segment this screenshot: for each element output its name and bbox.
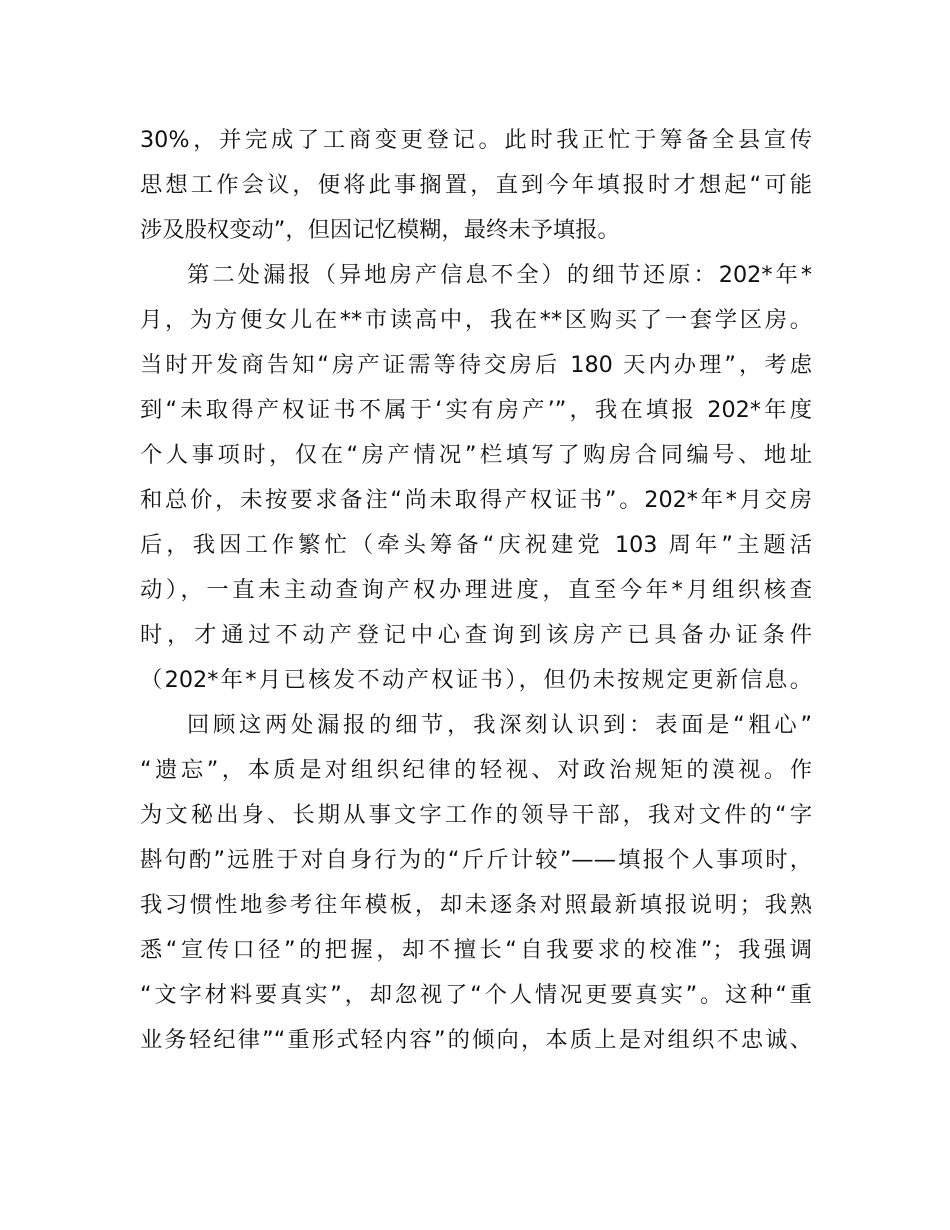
text-line: 回顾这两处漏报的细节，我深刻认识到：表面是“粗心” bbox=[187, 712, 812, 738]
text-line: 和总价，未按要求备注“尚未取得产权证书”。202*年*月交房 bbox=[140, 487, 812, 513]
text-line: 当时开发商告知“房产证需等待交房后 180 天内办理”，考虑 bbox=[140, 352, 812, 378]
text-line: 业务轻纪律”“重形式轻内容”的倾向，本质上是对组织不忠诚、 bbox=[140, 1027, 812, 1053]
text-line: 时，才通过不动产登记中心查询到该房产已具备办证条件 bbox=[140, 622, 812, 648]
document-page bbox=[140, 118, 812, 1063]
paragraph-1 bbox=[140, 118, 812, 253]
text-line: 个人事项时，仅在“房产情况”栏填写了购房合同编号、地址 bbox=[140, 442, 812, 468]
text-line: 到“未取得产权证书不属于‘实有房产’”，我在填报 202*年度 bbox=[140, 397, 812, 423]
text-line: 动），一直未主动查询产权办理进度，直至今年*月组织核查 bbox=[140, 577, 812, 603]
text-line: （202*年*月已核发不动产权证书），但仍未按规定更新信息。 bbox=[140, 667, 812, 693]
text-line: 为文秘出身、长期从事文字工作的领导干部，我对文件的“字 bbox=[140, 802, 812, 828]
paragraph-3 bbox=[140, 703, 812, 1063]
text-line: 涉及股权变动”，但因记忆模糊，最终未予填报。 bbox=[140, 217, 620, 243]
text-line: 第二处漏报（异地房产信息不全）的细节还原：202*年* bbox=[187, 262, 812, 288]
text-line: 斟句酌”远胜于对自身行为的“斤斤计较”——填报个人事项时， bbox=[140, 847, 812, 873]
text-line: 30%，并完成了工商变更登记。此时我正忙于筹备全县宣传 bbox=[140, 127, 812, 153]
text-line: 后，我因工作繁忙（牵头筹备“庆祝建党 103 周年”主题活 bbox=[140, 532, 812, 558]
text-line: 思想工作会议，便将此事搁置，直到今年填报时才想起“可能 bbox=[140, 172, 812, 198]
text-line: 我习惯性地参考往年模板，却未逐条对照最新填报说明；我熟 bbox=[140, 892, 812, 918]
text-line: 月，为方便女儿在**市读高中，我在**区购买了一套学区房。 bbox=[140, 307, 812, 333]
paragraph-2 bbox=[140, 253, 812, 703]
text-line: “遗忘”，本质是对组织纪律的轻视、对政治规矩的漠视。作 bbox=[140, 757, 812, 783]
text-line: 悉“宣传口径”的把握，却不擅长“自我要求的校准”；我强调 bbox=[140, 937, 812, 963]
text-line: “文字材料要真实”，却忽视了“个人情况更要真实”。这种“重 bbox=[140, 982, 812, 1008]
